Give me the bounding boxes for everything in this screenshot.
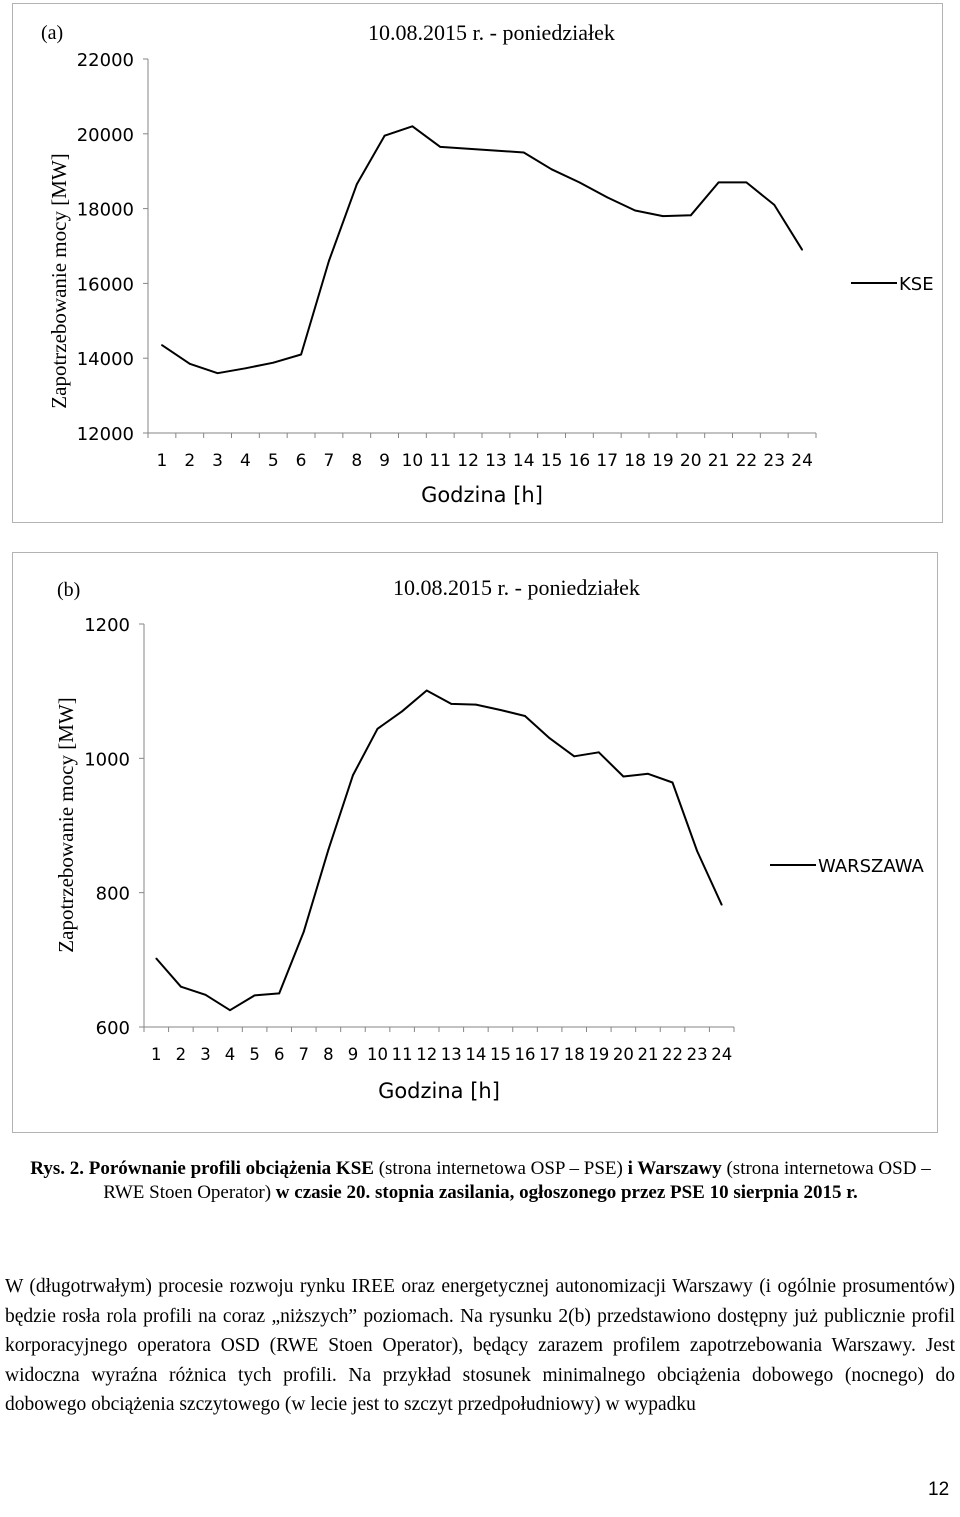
data-point <box>495 150 497 152</box>
data-point <box>217 372 219 374</box>
x-tick-label: 20 <box>679 451 702 471</box>
series-line-warszawa <box>156 691 721 1011</box>
caption-segment: w czasie 20. stopnia zasilania, ogłoszonego przez PSE 10 sierpnia 2015 r. <box>275 1182 858 1203</box>
y-tick-label: 14000 <box>76 349 134 371</box>
x-tick-label: 13 <box>440 1045 462 1064</box>
data-point <box>524 715 526 717</box>
legend-label: KSE <box>899 274 934 295</box>
x-tick-label: 7 <box>323 451 335 471</box>
data-point <box>690 214 692 216</box>
y-tick-label: 12000 <box>76 424 134 445</box>
data-point <box>579 182 581 184</box>
data-point <box>718 182 720 184</box>
x-tick-label: 14 <box>465 1045 487 1064</box>
x-tick-label: 4 <box>224 1045 236 1064</box>
data-point <box>551 168 553 170</box>
data-point <box>327 849 329 851</box>
y-tick-label: 22000 <box>76 50 134 71</box>
chart-a-title: 10.08.2015 r. - poniedziałek <box>368 20 615 45</box>
x-tick-label: 10 <box>367 1045 389 1064</box>
x-tick-label: 9 <box>379 451 390 471</box>
y-tick-label: 18000 <box>76 199 134 221</box>
x-tick-label: 3 <box>200 1045 211 1064</box>
x-tick-label: 20 <box>612 1045 634 1064</box>
data-point <box>412 125 414 127</box>
x-tick-label: 6 <box>273 1045 285 1064</box>
figure-caption <box>8 1157 953 1205</box>
data-point <box>500 709 502 711</box>
x-tick-label: 17 <box>596 451 619 471</box>
x-tick-label: 24 <box>791 451 813 471</box>
data-point <box>356 183 358 185</box>
x-tick-label: 22 <box>662 1045 684 1064</box>
x-tick-label: 15 <box>540 451 563 471</box>
data-point <box>467 148 469 150</box>
data-point <box>300 354 302 356</box>
x-tick-label: 1 <box>156 451 168 471</box>
y-axis-title: Zapotrzebowanie mocy [MW] <box>54 697 78 953</box>
x-tick-label: 21 <box>707 451 730 471</box>
x-tick-label: 9 <box>347 1045 359 1064</box>
caption-segment: Porównanie profili obciążenia KSE <box>88 1158 374 1179</box>
data-point <box>189 363 191 365</box>
data-point <box>549 737 551 739</box>
caption-segment: (strona internetowa OSD – RWE Stoen Operator) <box>103 1158 931 1203</box>
data-point <box>272 362 274 364</box>
data-point <box>245 367 247 369</box>
x-tick-label: 23 <box>686 1045 708 1064</box>
x-axis-title: Godzina [h] <box>421 483 543 507</box>
chart-b <box>12 552 938 1133</box>
data-point <box>229 1009 231 1011</box>
y-tick-label: 20000 <box>76 124 134 146</box>
x-tick-label: 23 <box>763 451 786 471</box>
caption-lead: Rys. 2. <box>30 1158 84 1179</box>
data-point <box>278 993 280 995</box>
x-tick-label: 11 <box>391 1045 413 1064</box>
data-point <box>598 751 600 753</box>
data-point <box>672 782 674 784</box>
x-tick-label: 24 <box>711 1045 733 1064</box>
data-point <box>622 776 624 778</box>
caption-segment: i Warszawy <box>627 1158 722 1179</box>
x-tick-label: 12 <box>416 1045 438 1064</box>
data-point <box>352 774 354 776</box>
data-point <box>801 249 803 251</box>
data-point <box>662 215 664 217</box>
x-tick-label: 8 <box>351 451 363 471</box>
chart-b-title: 10.08.2015 r. - poniedziałek <box>393 575 640 600</box>
x-tick-label: 17 <box>539 1045 561 1064</box>
data-point <box>426 690 428 692</box>
x-tick-label: 6 <box>295 451 307 471</box>
data-point <box>180 986 182 988</box>
data-point <box>634 210 636 212</box>
x-tick-label: 11 <box>429 451 452 471</box>
x-tick-label: 21 <box>637 1045 659 1064</box>
x-tick-label: 5 <box>249 1045 260 1064</box>
data-point <box>450 703 452 705</box>
data-point <box>377 728 379 730</box>
x-tick-label: 16 <box>568 451 591 471</box>
x-tick-label: 4 <box>240 451 251 471</box>
chart-a <box>12 3 943 523</box>
x-tick-label: 10 <box>401 451 424 471</box>
y-axis-title: Zapotrzebowanie mocy [MW] <box>47 153 71 409</box>
panel-label-a: (a) <box>41 22 64 44</box>
y-tick-label: 800 <box>95 883 130 905</box>
data-point <box>647 773 649 775</box>
x-axis-title: Godzina [h] <box>378 1079 500 1103</box>
data-point <box>606 196 608 198</box>
x-tick-label: 1 <box>151 1045 162 1064</box>
data-point <box>303 931 305 933</box>
x-tick-label: 2 <box>175 1045 187 1064</box>
y-tick-label: 600 <box>95 1018 130 1039</box>
x-tick-label: 22 <box>735 451 758 471</box>
data-point <box>205 994 207 996</box>
chart-a-plot <box>13 4 942 522</box>
chart-b-plot <box>13 553 937 1132</box>
x-tick-label: 18 <box>563 1045 585 1064</box>
data-point <box>328 260 330 262</box>
data-point <box>439 146 441 148</box>
data-point <box>254 995 256 997</box>
x-tick-label: 19 <box>588 1045 610 1064</box>
caption-body <box>89 1158 931 1203</box>
x-tick-label: 5 <box>267 451 279 471</box>
data-point <box>696 850 698 852</box>
data-point <box>384 135 386 137</box>
data-point <box>746 182 748 184</box>
data-point <box>773 204 775 206</box>
y-tick-label: 16000 <box>76 274 134 296</box>
body-paragraph: W (długotrwałym) procesie rozwoju rynku IREE oraz energetycznej autonomizacji Warszawy (i ogólnie prosumentów) będzie rosła rola profili na coraz „niższych” poziomach. Na rysunku 2(b) przedstawiono dostępny już publicznie profil korporacyjnego operatora OSD (RWE Stoen Operator), będący zarazem profilem zapotrzebowania Warszawy. Jest widoczna wyraźna różnica tych profili. Na przykład stosunek minimalnego obciążenia dobowego (nocnego) do dobowego obciążenia szczytowego (w lecie jest to szczyt przedpołudniowy) w wypadku <box>5 1276 955 1415</box>
x-tick-label: 7 <box>298 1045 310 1064</box>
data-point <box>573 755 575 757</box>
x-tick-label: 12 <box>457 451 479 471</box>
data-point <box>401 710 403 712</box>
caption-segment: (strona internetowa OSP – PSE) <box>373 1158 628 1179</box>
data-point <box>523 152 525 154</box>
x-tick-label: 16 <box>514 1045 536 1064</box>
data-point <box>721 904 723 906</box>
x-tick-label: 13 <box>485 451 507 471</box>
data-point <box>155 958 157 960</box>
x-tick-label: 19 <box>652 451 674 471</box>
x-tick-label: 2 <box>184 451 196 471</box>
y-tick-label: 1200 <box>84 615 130 636</box>
x-tick-label: 18 <box>624 451 646 471</box>
legend-label: WARSZAWA <box>818 856 924 877</box>
page-number: 12 <box>928 1479 950 1500</box>
panel-label-b: (b) <box>57 579 81 601</box>
x-tick-label: 8 <box>323 1045 334 1064</box>
x-tick-label: 3 <box>212 451 223 471</box>
x-tick-label: 14 <box>512 451 535 471</box>
data-point <box>161 344 163 346</box>
y-tick-label: 1000 <box>84 749 130 771</box>
data-point <box>475 704 477 706</box>
series-line-kse <box>162 126 802 373</box>
x-tick-label: 15 <box>489 1045 511 1064</box>
